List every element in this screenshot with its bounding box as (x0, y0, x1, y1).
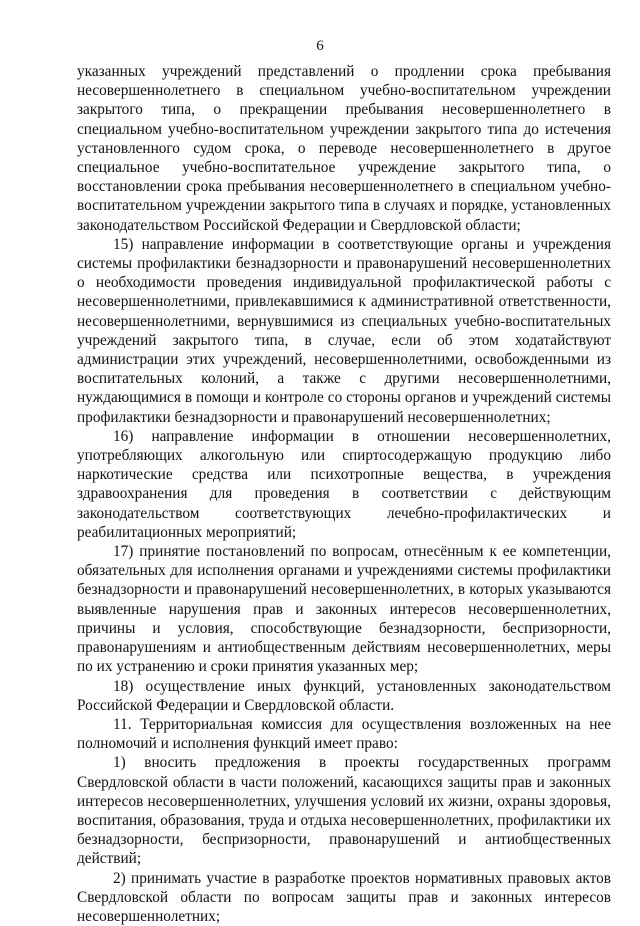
paragraph-continuation-item-14: указанных учреждений представлений о продлении срока пребывания несовершеннолетнего в специальном учебно-воспитательном учреждении закрытого типа, о прекращении пребывания несовершеннолетнего в специальном учебно-воспитательном учреждении закрытого типа до истечения установленного судом срока, о переводе несовершеннолетнего в другое специальное учебно-воспитательное учреждение закрытого типа, о восстановлении срока пребывания несовершеннолетнего в специальном учебно-воспитательном учреждении закрытого типа в случаях и порядке, установленных законодательством Российской Федерации и Свердловской области; (77, 63, 611, 234)
paragraph-section-11: 11. Территориальная комиссия для осуществления возложенных на нее полномочий и исполнения функций имеет право: (77, 715, 611, 753)
paragraph-item-17: 17) принятие постановлений по вопросам, отнесённым к ее компетенции, обязательных для исполнения органами и учреждениями системы профилактики безнадзорности и правонарушений несовершеннолетних, в которых указываются выявленные нарушения прав и законных интересов несовершеннолетних, причины и условия, способствующие безнадзорности, беспризорности, правонарушениям и антиобщественным действиям несовершеннолетних, меры по их устранению и сроки принятия указанных мер; (77, 543, 611, 676)
paragraph-right-1: 1) вносить предложения в проекты государственных программ Свердловской области в части положений, касающихся защиты прав и законных интересов несовершеннолетних, улучшения условий их жизни, охраны здоровья, воспитания, образования, труда и отдыха несовершеннолетних, профилактики их безнадзорности, беспризорности, правонарушений и антиобщественных действий; (77, 754, 611, 868)
document-body (77, 62, 611, 926)
paragraph-item-15: 15) направление информации в соответствующие органы и учреждения системы профилактики безнадзорности и правонарушений несовершеннолетних о необходимости проведения индивидуальной профилактической работы с несовершеннолетними, привлекавшимися к административной ответственности, несовершеннолетними, вернувшимися из специальных учебно-воспитательных учреждений закрытого типа, в случае, если об этом ходатайствуют администрации этих учреждений, несовершеннолетними, освобожденными из воспитательных колоний, а также с другими несовершеннолетними, нуждающимися в помощи и контроле со стороны органов и учреждений системы профилактики безнадзорности и правонарушений несовершеннолетних; (77, 235, 611, 426)
page-number: 6 (316, 38, 324, 54)
paragraph-right-2: 2) принимать участие в разработке проектов нормативных правовых актов Свердловской области по вопросам защиты прав и законных интересов несовершеннолетних; (77, 869, 611, 925)
paragraph-item-18: 18) осуществление иных функций, установленных законодательством Российской Федерации и Свердловской области. (77, 677, 611, 714)
paragraph-item-16: 16) направление информации в отношении несовершеннолетних, употребляющих алкогольную или спиртосодержащую продукцию либо наркотические средства или психотропные вещества, в учреждения здравоохранения для проведения в соответствии с действующим законодательством соответствующих лечебно-профилактических и реабилитационных мероприятий; (77, 427, 611, 541)
